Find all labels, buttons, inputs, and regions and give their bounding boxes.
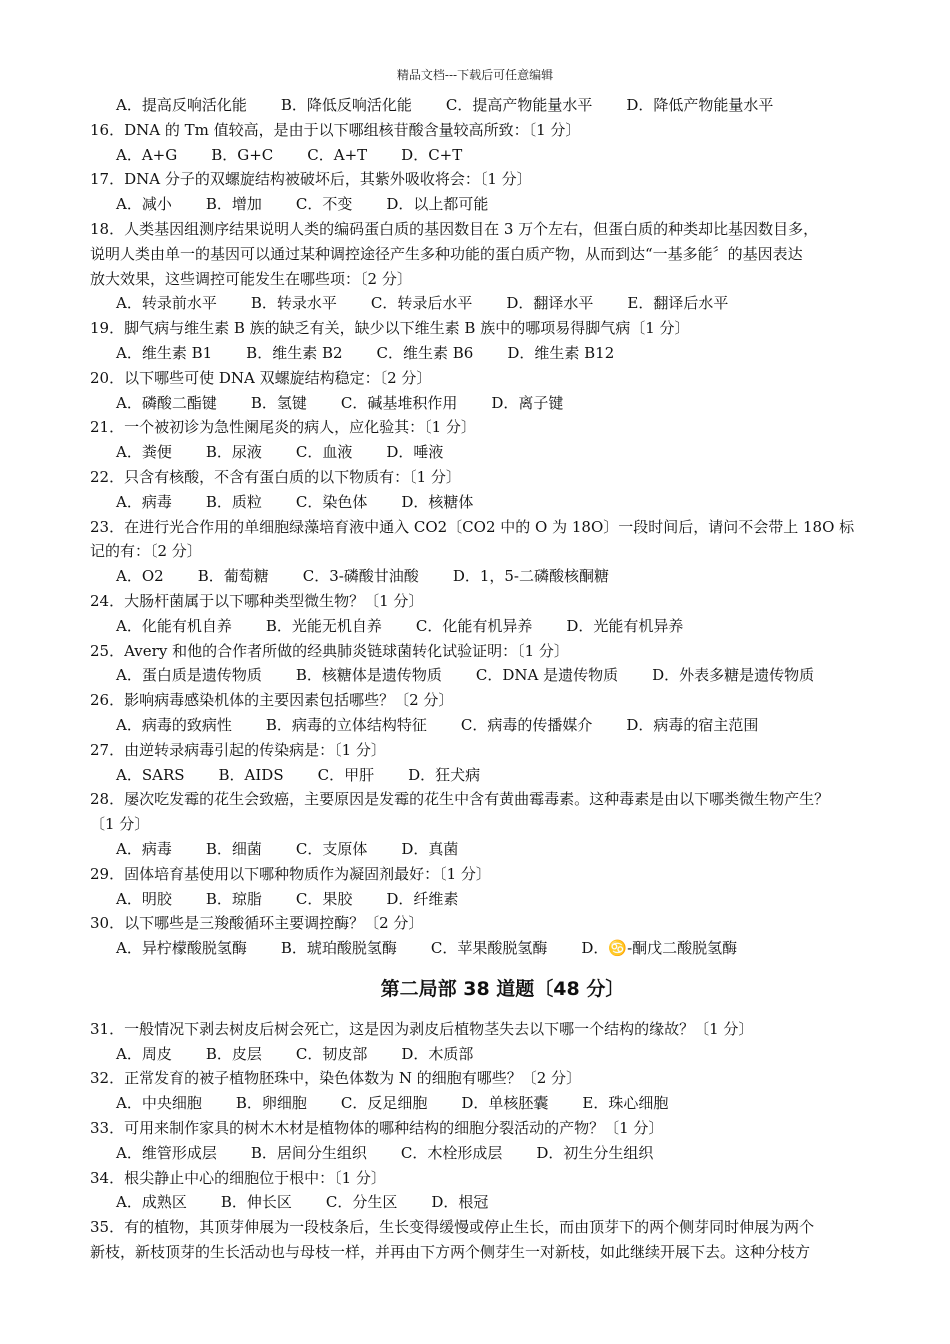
answer-options [90,1141,915,1166]
answer-option: A．病毒 [116,492,172,511]
answer-option: C．反足细胞 [340,1094,428,1113]
answer-option: C．转录后水平 [370,294,473,313]
answer-option: D．♋-酮戊二酸脱氢酶 [581,939,738,958]
answer-option: D．以上都可能 [386,195,489,214]
answer-option: E．翻译后水平 [627,294,729,313]
answer-options [90,1042,915,1067]
answer-option: D．根冠 [431,1193,489,1212]
question-stem: 25．Avery 和他的合作者所做的经典肺炎链球菌转化试验证明：〔1 分〕 [90,641,569,660]
answer-options [90,936,915,961]
answer-options [90,1190,915,1215]
question-document [90,93,915,1265]
answer-option: B．转录水平 [250,294,337,313]
answer-option: C．提高产物能量水平 [445,96,593,114]
answer-option: D．病毒的宿主范围 [626,715,759,734]
answer-options [90,440,915,465]
answer-option: A．成熟区 [116,1193,187,1212]
answer-options [90,614,915,639]
answer-option: A．A+G [116,145,178,164]
answer-option: C．不变 [295,195,353,214]
question-stem-line: 28．屡次吃发霉的花生会致癌，主要原因是发霉的花生中含有黄曲霉毒素。这种毒素是由以下哪类微生物产生？ [90,790,830,809]
question-stem-line: 放大效果，这些调控可能发生在哪些项：〔2 分〕 [90,269,412,288]
answer-option: A．磷酸二酯键 [116,393,217,412]
answer-option: D．降低产物能量水平 [626,96,774,114]
answer-options [90,291,915,316]
answer-option: B．琥珀酸脱氢酶 [280,939,397,958]
answer-option: B．核糖体是遗传物质 [295,666,442,685]
answer-option: D．翻译水平 [506,294,594,313]
answer-options [90,143,915,168]
answer-option: D．光能有机异养 [566,616,684,635]
answer-option: D．狂犬病 [408,765,481,784]
answer-option: D．1，5-二磷酸核酮糖 [452,567,609,586]
answer-option: C．血液 [295,443,353,462]
answer-option: D．木质部 [401,1044,474,1063]
answer-option: B．降低反响活化能 [280,96,412,114]
answer-options [90,391,915,416]
question-stem: 32．正常发育的被子植物胚珠中，染色体数为 N 的细胞有哪些？〔2 分〕 [90,1069,582,1088]
answer-option: C．分生区 [325,1193,398,1212]
answer-options [90,1091,915,1116]
answer-options [90,341,915,366]
answer-option: D．离子键 [491,393,564,412]
answer-option: B．伸长区 [220,1193,292,1212]
answer-option: A．病毒 [116,839,172,858]
answer-option: B．居间分生组织 [250,1143,367,1162]
answer-option: B．维生素 B2 [246,343,343,362]
answer-option: C．DNA 是遗传物质 [475,666,619,685]
answer-option: D．单核胚囊 [461,1094,549,1113]
answer-option: C．韧皮部 [295,1044,368,1063]
question-stem: 27．由逆转录病毒引起的传染病是：〔1 分〕 [90,740,386,759]
answer-option: A．异柠檬酸脱氢酶 [116,939,247,958]
answer-option: B．琼脂 [205,889,262,908]
question-stem: 31．一般情况下剥去树皮后树会死亡，这是因为剥皮后植物茎失去以下哪一个结构的缘故？〔1 分〕 [90,1019,754,1038]
answer-options [90,490,915,515]
answer-options [90,192,915,217]
answer-option: B．氢键 [250,393,307,412]
answer-option: C．木栓形成层 [400,1143,503,1162]
answer-option: A．病毒的致病性 [116,715,232,734]
question-stem-line: 18．人类基因组测序结果说明人类的编码蛋白质的基因数目在 3 万个左右，但蛋白质的种类却比基因数目多， [90,219,819,238]
answer-option: A．转录前水平 [116,294,217,313]
answer-option: A．粪便 [116,443,172,462]
question-stem-line: 〔1 分〕 [90,815,150,834]
question-stem: 22．只含有核酸，不含有蛋白质的以下物质有：〔1 分〕 [90,467,461,486]
answer-option: A．维生素 B1 [116,343,213,362]
answer-option: B．光能无机自养 [265,616,382,635]
answer-option: B．质粒 [205,492,262,511]
answer-options [90,763,915,788]
answer-option: B．卵细胞 [235,1094,307,1113]
answer-options [90,564,915,589]
answer-option: B．AIDS [218,765,284,784]
answer-option: A．明胶 [116,889,172,908]
answer-options [90,93,915,118]
answer-option: B．葡萄糖 [197,567,269,586]
question-stem-line: 记的有：〔2 分〕 [90,542,202,561]
answer-option: A．SARS [116,765,185,784]
answer-option: C．果胶 [295,889,353,908]
answer-option: A．提高反响活化能 [116,96,247,114]
answer-options [90,887,915,912]
answer-option: A．化能有机自养 [116,616,232,635]
answer-option: C．染色体 [295,492,368,511]
answer-option: C．甲肝 [317,765,375,784]
answer-option: C．维生素 B6 [376,343,474,362]
answer-option: C．苹果酸脱氢酶 [430,939,548,958]
question-stem: 29．固体培育基使用以下哪种物质作为凝固剂最好：〔1 分〕 [90,864,491,883]
answer-option: D．真菌 [401,839,459,858]
answer-option: C．病毒的传播媒介 [460,715,593,734]
answer-option: D．核糖体 [401,492,474,511]
answer-option: B．病毒的立体结构特征 [265,715,427,734]
answer-option: D．C+T [401,145,463,164]
answer-option: D．外表多糖是遗传物质 [652,666,815,685]
answer-option: B．G+C [211,145,274,164]
section-heading: 第二局部 38 道题〔48 分〕 [380,977,625,1000]
answer-option: A．蛋白质是遗传物质 [116,666,262,685]
answer-option: A．维管形成层 [116,1143,217,1162]
question-stem: 34．根尖静止中心的细胞位于根中：〔1 分〕 [90,1168,386,1187]
question-stem: 17．DNA 分子的双螺旋结构被破坏后，其紫外吸收将会：〔1 分〕 [90,170,532,189]
answer-option: C．A+T [307,145,368,164]
question-stem: 20．以下哪些可使 DNA 双螺旋结构稳定：〔2 分〕 [90,368,432,387]
question-stem-line: 23．在进行光合作用的单细胞绿藻培育液中通入 CO2〔CO2 中的 O 为 18O〕一段时间后，请问不会带上 18O 标 [90,517,855,536]
answer-option: A．周皮 [116,1044,172,1063]
answer-option: C．支原体 [295,839,368,858]
question-stem: 19．脚气病与维生素 B 族的缺乏有关，缺少以下维生素 B 族中的哪项易得脚气病〔1 分〕 [90,319,690,338]
question-stem: 30．以下哪些是三羧酸循环主要调控酶？〔2 分〕 [90,914,424,933]
question-stem-line: 说明人类由单一的基因可以通过某种调控途径产生多种功能的蛋白质产物，从而到达“一基多能〞的基因表达 [90,244,803,263]
answer-option: C．化能有机异养 [415,616,533,635]
answer-option: E．珠心细胞 [582,1094,669,1113]
answer-option: C．3-磷酸甘油酸 [302,567,419,586]
answer-option: D．维生素 B12 [507,343,615,362]
answer-option: A．O2 [116,567,164,586]
answer-option: D．唾液 [386,443,444,462]
question-stem: 21．一个被初诊为急性阑尾炎的病人，应化验其：〔1 分〕 [90,418,476,437]
answer-option: C．碱基堆积作用 [340,393,458,412]
answer-option: A．减小 [116,195,172,214]
answer-option: D．初生分生组织 [536,1143,654,1162]
answer-option: A．中央细胞 [116,1094,202,1113]
page-header: 精品文档---下载后可任意编辑 [396,68,554,82]
question-stem: 16．DNA 的 Tm 值较高，是由于以下哪组核苷酸含量较高所致：〔1 分〕 [90,120,581,139]
answer-option: B．增加 [205,195,262,214]
answer-options [90,713,915,738]
answer-option: B．细菌 [205,839,262,858]
question-stem: 33．可用来制作家具的树木木材是植物体的哪种结构的细胞分裂活动的产物？〔1 分〕 [90,1119,664,1138]
answer-option: D．纤维素 [386,889,459,908]
answer-option: B．皮层 [205,1044,262,1063]
question-stem: 26．影响病毒感染机体的主要因素包括哪些？〔2 分〕 [90,691,454,710]
answer-options [90,837,915,862]
question-stem: 24．大肠杆菌属于以下哪种类型微生物？〔1 分〕 [90,591,424,610]
question-stem-line: 35．有的植物，其顶芽伸展为一段枝条后，生长变得缓慢或停止生长，而由顶芽下的两个侧芽同时伸展为两个 [90,1218,815,1237]
answer-option: B．尿液 [205,443,262,462]
answer-options [90,663,915,688]
question-stem-line: 新枝，新枝顶芽的生长活动也与母枝一样，并再由下方两个侧芽生一对新枝，如此继续开展下去。这种分枝方 [90,1243,811,1262]
